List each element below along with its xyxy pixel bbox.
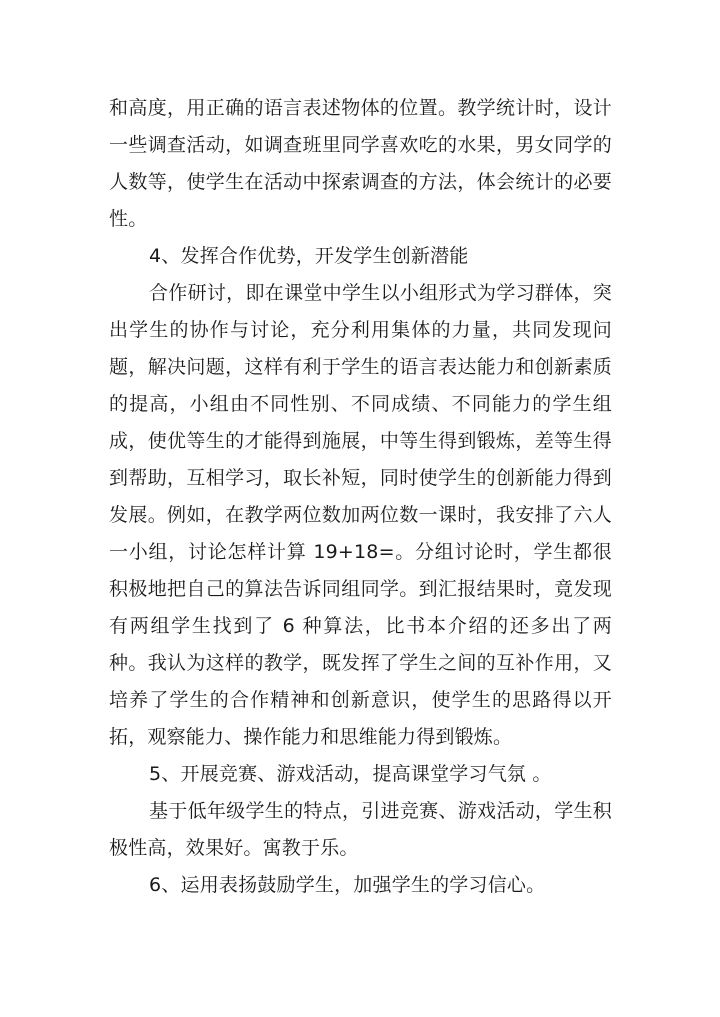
paragraph-cooperation: 合作研讨，即在课堂中学生以小组形式为学习群体，突出学生的协作与讨论，充分利用集体的力量，共同发现问题，解决问题，这样有利于学生的语言表达能力和创新素质的提高，小组由不同性别、不同成绩、不同能力的学生组成，使优等生的才能得到施展，中等生得到锻炼，差等生得到帮助，互相学习，取长补短，同时使学生的创新能力得到发展。例如，在教学两位数加两位数一课时，我安排了六人一小组，讨论怎样计算 19+18=。分组讨论时，学生都很积极地把自己的算法告诉同组同学。到汇报结果时，竟发现有两组学生找到了 6 种算法，比书本介绍的还多出了两种。我认为这样的教学，既发挥了学生之间的互补作用，又培养了学生的合作精神和创新意识，使学生的思路得以开拓，观察能力、操作能力和思维能力得到锻炼。 <box>109 282 612 748</box>
document-body <box>109 90 612 904</box>
section-heading-6: 6、运用表扬鼓励学生，加强学生的学习信心。 <box>149 874 546 896</box>
paragraph-games: 基于低年级学生的特点，引进竞赛、游戏活动，学生积极性高，效果好。寓教于乐。 <box>109 800 612 859</box>
paragraph-continuation: 和高度，用正确的语言表述物体的位置。教学统计时，设计一些调查活动，如调查班里同学喜欢吃的水果，男女同学的人数等，使学生在活动中探索调查的方法，体会统计的必要性。 <box>109 97 612 230</box>
section-heading-5: 5、开展竞赛、游戏活动，提高课堂学习气氛 。 <box>149 763 552 785</box>
section-heading-4: 4、发挥合作优势，开发学生创新潜能 <box>149 245 469 267</box>
